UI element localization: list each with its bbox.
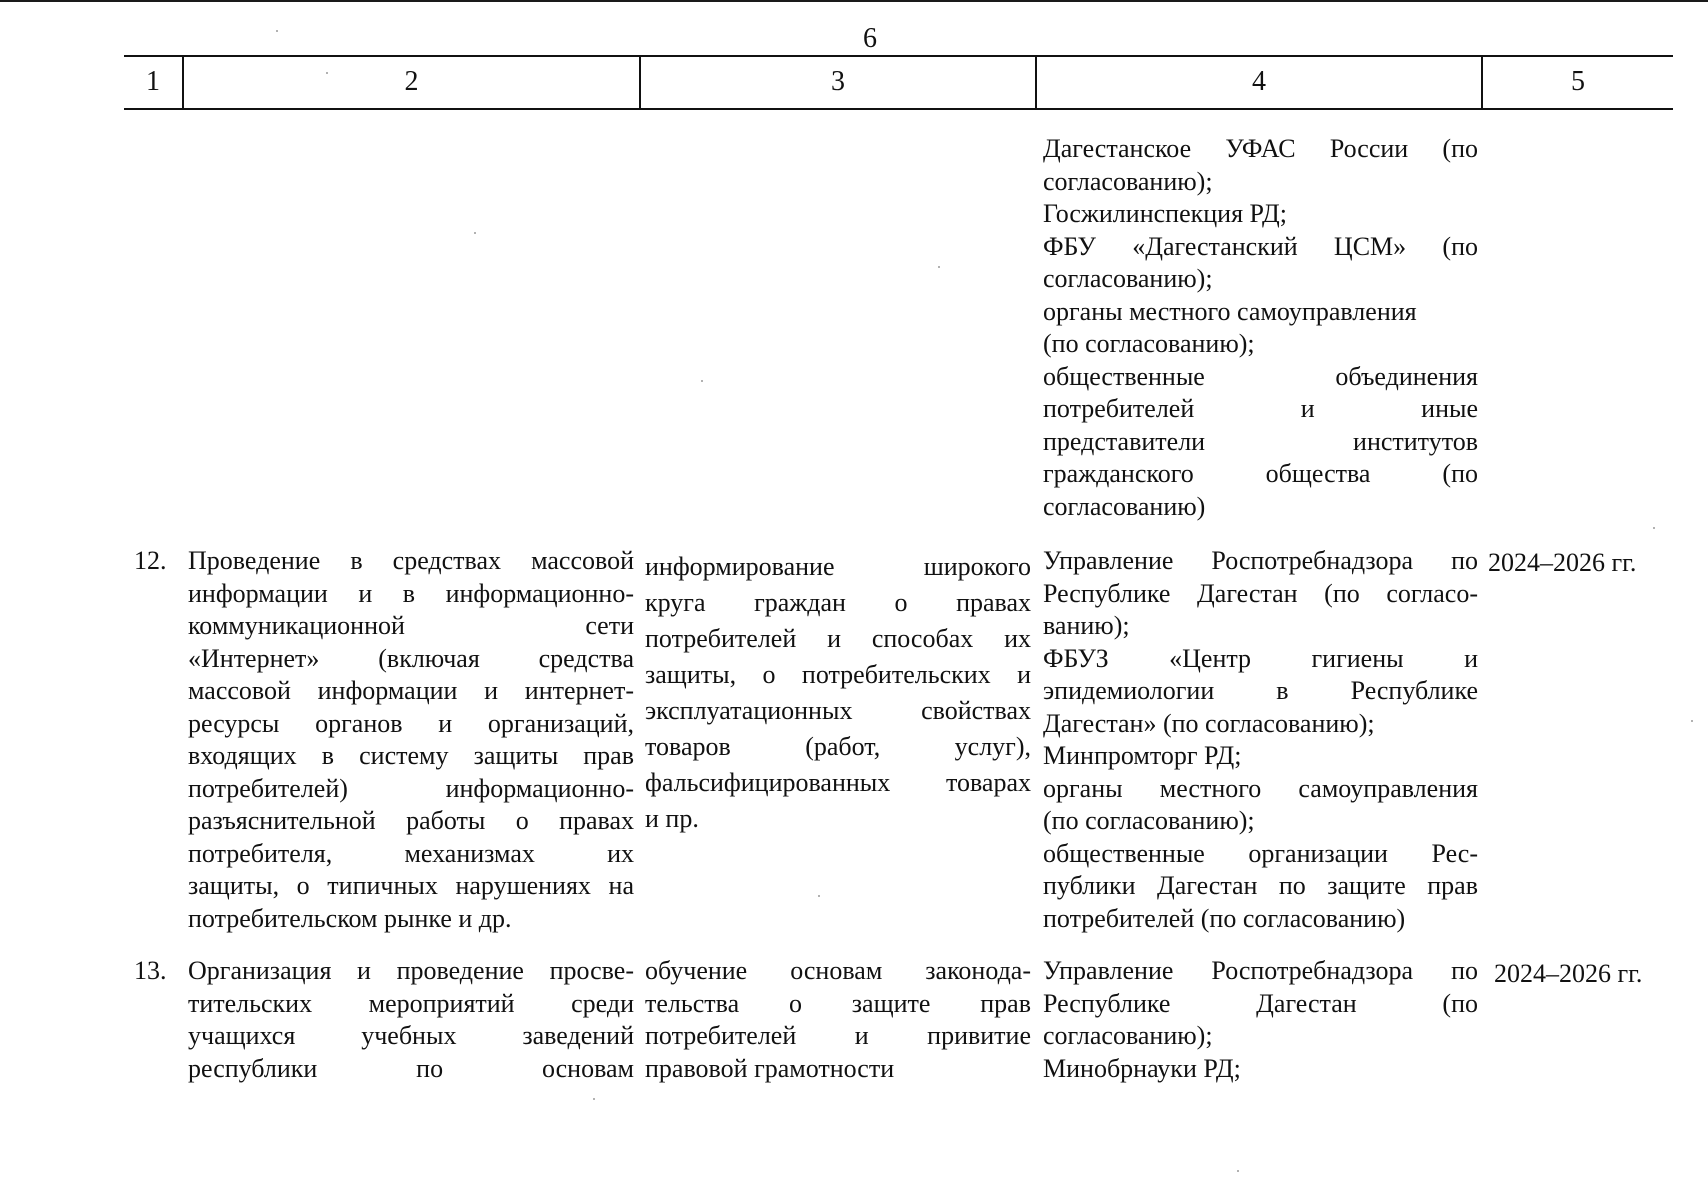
cell-line: согласованию);: [1043, 1021, 1213, 1050]
cell-line: обучение основам законода-: [645, 956, 1031, 985]
row-12-activity: [188, 545, 634, 935]
cell-line: (по согласованию);: [1043, 329, 1255, 358]
cell-line: защиты, о потребительских и: [645, 660, 1031, 689]
cell-line: информации и в информационно-: [188, 578, 634, 608]
cell-line: потребителей) информационно-: [188, 773, 634, 803]
cell-line: защиты, о типичных нарушениях на: [188, 871, 634, 900]
cell-line: эпидемиологии в Республике: [1043, 676, 1478, 705]
cell-line: Проведение в средствах массовой: [188, 546, 634, 575]
cell-line: Республике Дагестан (по: [1043, 988, 1478, 1018]
cell-line: потребителей и иные: [1043, 394, 1478, 423]
cell-line: информирование широкого: [645, 552, 1031, 581]
cell-line: коммуникационной сети: [188, 611, 634, 640]
scan-speck: [474, 232, 476, 234]
cell-line: товаров (работ, услуг),: [645, 732, 1031, 761]
scan-speck: [276, 30, 278, 32]
row-13-activity: [188, 955, 634, 1085]
cell-line: представители институтов: [1043, 426, 1478, 456]
cell-line: и пр.: [645, 804, 699, 833]
table-header-top-border: [124, 55, 1673, 57]
header-col-1: 1: [146, 66, 160, 97]
cell-line: Организация и проведение просве-: [188, 956, 634, 985]
cell-line: общественные объединения: [1043, 361, 1478, 391]
cell-line: потребителей и способах их: [645, 624, 1031, 653]
header-col-3: 3: [831, 66, 845, 97]
cell-line: фальсифицированных товарах: [645, 768, 1031, 797]
cell-line: согласованию): [1043, 491, 1206, 521]
row-12-responsible: [1043, 545, 1478, 935]
cell-line: Госжилинспекция РД;: [1043, 199, 1287, 228]
cell-line: потребительском рынке и др.: [188, 903, 512, 933]
cell-line: «Интернет» (включая средства: [188, 643, 634, 673]
cell-line: общественные организации Рес-: [1043, 838, 1478, 868]
cell-line: ванию);: [1043, 611, 1130, 640]
scan-speck: [701, 380, 703, 382]
page-top-edge: [0, 0, 1708, 2]
cell-line: республики по основам: [188, 1053, 634, 1083]
cell-line: Минобрнауки РД;: [1043, 1053, 1241, 1083]
row-13-result: [645, 955, 1031, 1085]
cell-line: ресурсы органов и организаций,: [188, 708, 634, 738]
cell-line: ФБУЗ «Центр гигиены и: [1043, 643, 1478, 673]
cell-line: потребителей и привитие: [645, 1021, 1031, 1050]
cell-line: учащихся учебных заведений: [188, 1021, 634, 1050]
row-number: 12.: [134, 546, 167, 575]
table-header-bottom-border: [124, 108, 1673, 110]
cell-line: согласованию);: [1043, 166, 1213, 196]
scan-speck: [593, 1098, 595, 1100]
cell-line: входящих в систему защиты прав: [188, 741, 634, 770]
cell-line: круга граждан о правах: [645, 588, 1031, 617]
cell-line: органы местного самоуправления: [1043, 296, 1417, 326]
cell-line: (по согласованию);: [1043, 806, 1255, 835]
row-12-result: [645, 549, 1031, 837]
page-number: 6: [863, 23, 877, 54]
cell-line: правовой грамотности: [645, 1053, 895, 1083]
cell-line: тельства о защите прав: [645, 988, 1031, 1018]
scan-speck: [938, 266, 940, 268]
cell-line: Управление Роспотребнадзора по: [1043, 956, 1478, 985]
cell-line: разъяснительной работы о правах: [188, 806, 634, 835]
scan-speck: [1653, 527, 1655, 529]
cell-line: ФБУ «Дагестанский ЦСМ» (по: [1043, 231, 1478, 261]
cell-line: органы местного самоуправления: [1043, 773, 1478, 803]
cell-line: эксплуатационных свойствах: [645, 696, 1031, 725]
header-col-2: 2: [404, 66, 419, 97]
cell-line: потребителей (по согласованию): [1043, 903, 1406, 933]
scan-speck: [1237, 1170, 1239, 1172]
cell-line: Минпромторг РД;: [1043, 741, 1242, 770]
row-13-period: 2024–2026 гг.: [1494, 959, 1643, 988]
cell-line: гражданского общества (по: [1043, 459, 1478, 488]
row-12-period: 2024–2026 гг.: [1488, 548, 1637, 577]
cell-line: тительских мероприятий среди: [188, 988, 634, 1018]
cell-line: Дагестан» (по согласованию);: [1043, 708, 1375, 738]
cell-line: массовой информации и интернет-: [188, 676, 634, 705]
cell-line: Республике Дагестан (по согласо-: [1043, 578, 1478, 608]
cell-line: согласованию);: [1043, 264, 1213, 293]
row-number: 13.: [134, 956, 167, 985]
row-13-responsible: [1043, 955, 1478, 1085]
cell-line: Дагестанское УФАС России (по: [1043, 134, 1478, 163]
cell-line: Управление Роспотребнадзора по: [1043, 546, 1478, 575]
scan-speck: [326, 72, 328, 74]
cell-line: потребителя, механизмах их: [188, 838, 634, 868]
scan-speck: [818, 895, 820, 897]
header-col-4: 4: [1252, 66, 1266, 97]
continuation-col4: [1043, 133, 1478, 523]
scan-speck: [1691, 720, 1693, 722]
cell-line: публики Дагестан по защите прав: [1043, 871, 1478, 900]
header-col-5: 5: [1571, 66, 1585, 97]
